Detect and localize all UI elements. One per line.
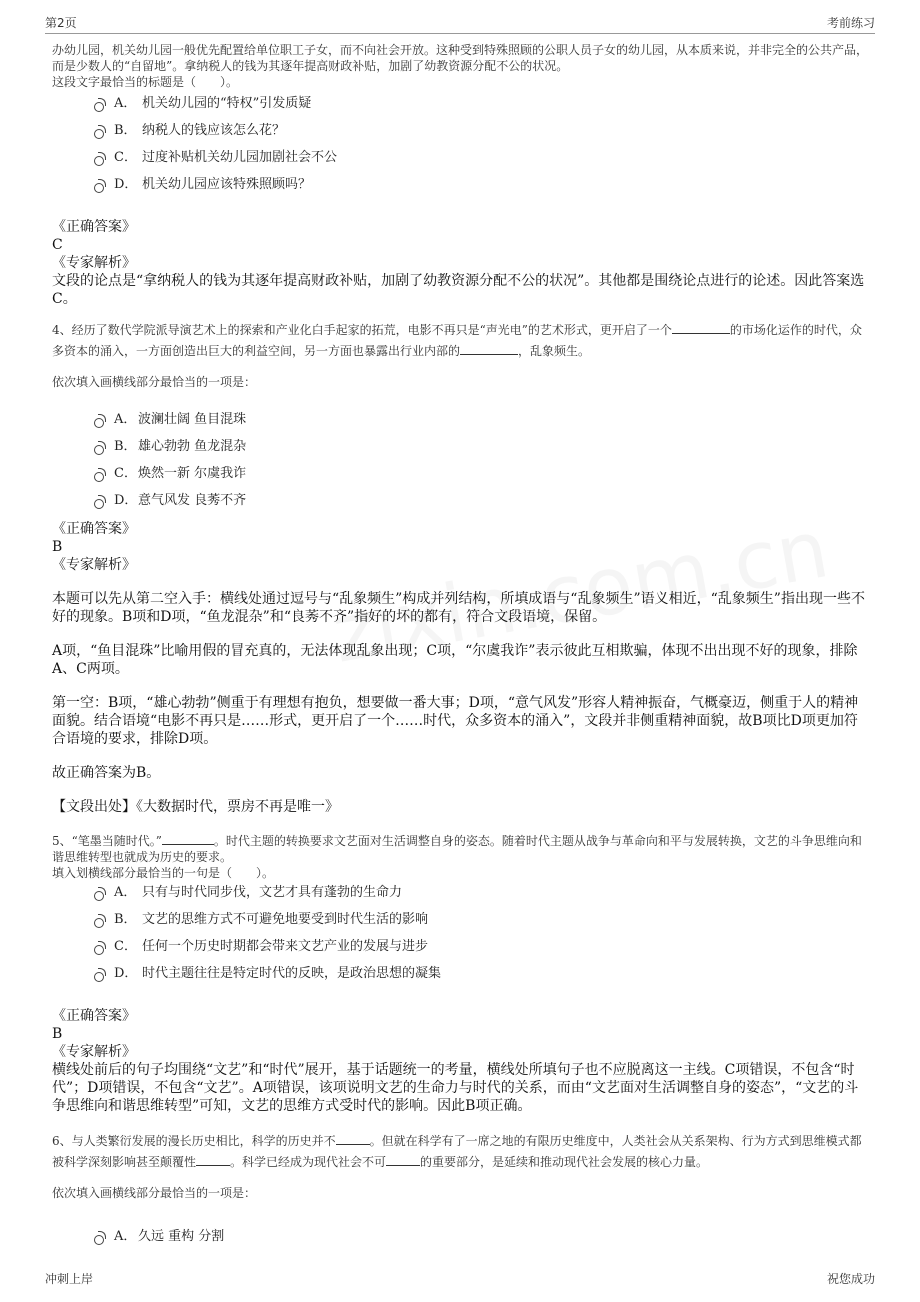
q3-option-c[interactable]: C． 过度补贴机关幼儿园加剧社会不公 — [94, 150, 870, 177]
radio-icon[interactable] — [94, 1235, 104, 1245]
q4-analysis-p3: 第一空：B项，“雄心勃勃”侧重于有理想有抱负，想要做一番大事；D项，“意气风发”形容人精神振奋，气概豪迈，侧重于人的精神面貌。结合语境“电影不再只是……形式，更开启了一个……时代，众多资本的涌入”，文段并非侧重精神面貌，故B项比D项更加符合语境的要求，排除D项。 — [52, 695, 859, 747]
q4-source: 【文段出处】《大数据时代，票房不再是唯一》 — [52, 799, 339, 815]
q4-option-d[interactable]: D． 意气风发 良莠不齐 — [94, 493, 870, 520]
radio-icon[interactable] — [94, 129, 104, 139]
q5-option-c[interactable]: C． 任何一个历史时期都会带来文艺产业的发展与进步 — [94, 939, 870, 966]
q3-analysis-title: 《专家解析》 — [52, 255, 136, 271]
document-body — [52, 42, 870, 1256]
answer-blank — [162, 832, 214, 845]
q3-option-a[interactable]: A． 机关幼儿园的“特权”引发质疑 — [94, 96, 870, 123]
answer-blank — [386, 1153, 420, 1166]
q5-prompt: 填入划横线部分最恰当的一句是（ ）。 — [52, 866, 275, 880]
radio-icon[interactable] — [94, 891, 104, 901]
header-title: 考前练习 — [826, 16, 875, 30]
answer-blank — [672, 321, 730, 334]
q4-stem: 4、经历了数代学院派导演艺术上的探索和产业化白手起家的拓荒，电影不再只是“声光电”的艺术形式，更开启了一个 的市场化运作的时代，众多资本的涌入，一方面创造出巨大的利益空间，另一方面也暴露出行业内部的 ，乱象频生。 — [52, 323, 862, 358]
q5-option-b[interactable]: B． 文艺的思维方式不可避免地要受到时代生活的影响 — [94, 912, 870, 939]
q4-option-b[interactable]: B． 雄心勃勃 鱼龙混杂 — [94, 439, 870, 466]
q3-prompt: 这段文字最恰当的标题是（ ）。 — [52, 75, 239, 89]
q4-option-c[interactable]: C． 焕然一新 尔虞我诈 — [94, 466, 870, 493]
q3-option-b[interactable]: B． 纳税人的钱应该怎么花？ — [94, 123, 870, 150]
answer-blank — [336, 1132, 370, 1145]
answer-blank — [460, 342, 518, 355]
q4-analysis-p4: 故正确答案为B。 — [52, 765, 161, 781]
radio-icon[interactable] — [94, 499, 104, 509]
radio-icon[interactable] — [94, 972, 104, 982]
radio-icon[interactable] — [94, 945, 104, 955]
q5-option-d[interactable]: D． 时代主题往往是特定时代的反映，是政治思想的凝集 — [94, 966, 870, 993]
q5-stem: 5、“笔墨当随时代。” 。时代主题的转换要求文艺面对生活调整自身的姿态。随着时代主题从战争与革命向和平与发展转换，文艺的斗争思维向和谐思维转型也就成为历史的要求。 — [52, 834, 862, 864]
radio-icon[interactable] — [94, 418, 104, 428]
footer-right: 祝您成功 — [826, 1272, 875, 1286]
q4-prompt: 依次填入画横线部分最恰当的一项是： — [52, 375, 257, 389]
radio-icon[interactable] — [94, 102, 104, 112]
q5-answer-title: 《正确答案》 — [52, 1008, 136, 1024]
q5-answer: B — [52, 1026, 63, 1042]
radio-icon[interactable] — [94, 918, 104, 928]
answer-blank — [196, 1153, 230, 1166]
q3-analysis: 文段的论点是“拿纳税人的钱为其逐年提高财政补贴，加剧了幼教资源分配不公的状况”。其他都是围绕论点进行的论述。因此答案选C。 — [52, 273, 865, 307]
q5-option-a[interactable]: A． 只有与时代同步伐，文艺才具有蓬勃的生命力 — [94, 885, 870, 912]
page-footer — [45, 1270, 875, 1287]
q5-analysis: 横线处前后的句子均围绕“文艺”和“时代”展开，基于话题统一的考量，横线处所填句子也不应脱离这一主线。C项错误，不包含“时代”；D项错误，不包含“文艺”。A项错误，该项说明文艺的生命力与时代的关系，而由“文艺面对生活调整自身的姿态”，“文艺的斗争思维向和谐思维转型”可知，文艺的思维方式受时代的影响。因此B项正确。 — [52, 1062, 859, 1114]
radio-icon[interactable] — [94, 472, 104, 482]
footer-left: 冲刺上岸 — [45, 1272, 94, 1286]
page-header — [45, 14, 875, 34]
q3-answer-title: 《正确答案》 — [52, 219, 136, 235]
page-number: 第2页 — [45, 16, 77, 30]
q4-analysis-p1: 本题可以先从第二空入手：横线处通过逗号与“乱象频生”构成并列结构，所填成语与“乱象频生”语义相近，“乱象频生”指出现一些不好的现象。B项和D项，“鱼龙混杂”和“良莠不齐”指好的坏的都有，符合文段语境，保留。 — [52, 591, 865, 625]
q3-option-d[interactable]: D． 机关幼儿园应该特殊照顾吗？ — [94, 177, 870, 204]
q4-option-a[interactable]: A． 波澜壮阔 鱼目混珠 — [94, 412, 870, 439]
q6-option-a[interactable]: A． 久远 重构 分割 — [94, 1229, 870, 1256]
q4-answer: B — [52, 539, 63, 555]
q4-analysis-title: 《专家解析》 — [52, 557, 136, 573]
radio-icon[interactable] — [94, 183, 104, 193]
q3-stem: 办幼儿园，机关幼儿园一般优先配置给单位职工子女，而不向社会开放。这种受到特殊照顾的公职人员子女的幼儿园，从本质来说，并非完全的公共产品，而是少数人的“自留地”。拿纳税人的钱为其逐年提高财政补贴，加剧了幼教资源分配不公的状况。 — [52, 43, 869, 73]
q5-analysis-title: 《专家解析》 — [52, 1044, 136, 1060]
radio-icon[interactable] — [94, 445, 104, 455]
q6-stem: 6、与人类繁衍发展的漫长历史相比，科学的历史并不 。但就在科学有了一席之地的有限历史维度中，人类社会从关系架构、行为方式到思维模式都被科学深刻影响甚至颠覆性 。科学已经成为现代社会不可 的重要部分，是延续和推动现代社会发展的核心力量。 — [52, 1134, 862, 1169]
q4-analysis-p2: A项，“鱼目混珠”比喻用假的冒充真的，无法体现乱象出现；C项，“尔虞我诈”表示彼此互相欺骗，体现不出出现不好的现象，排除A、C两项。 — [52, 643, 858, 677]
q4-answer-title: 《正确答案》 — [52, 521, 136, 537]
q3-answer: C — [52, 237, 63, 253]
q6-prompt: 依次填入画横线部分最恰当的一项是： — [52, 1186, 257, 1200]
radio-icon[interactable] — [94, 156, 104, 166]
